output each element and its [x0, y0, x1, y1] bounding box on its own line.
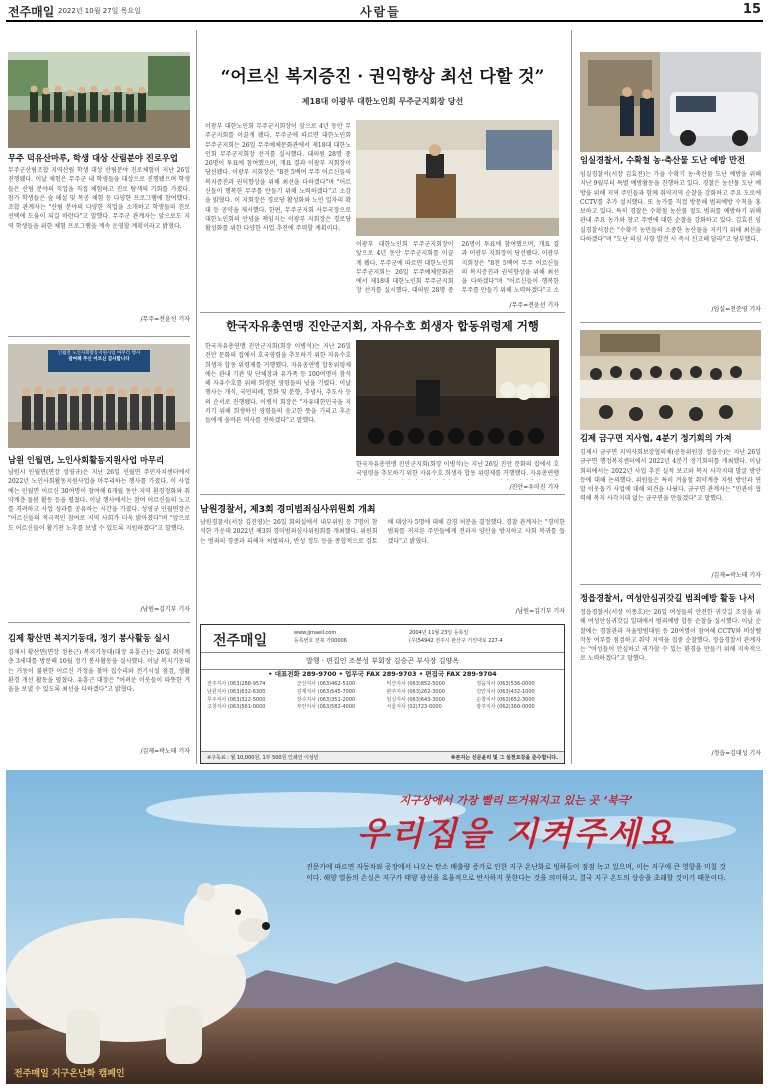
gimje-coop-body: 김제시 금구면 지역사회보장협의체(공동위원장 정읍수)는 지난 26일 금구면 행정복지센터에서 2022년 4분기 정기회의를 개최했다. 이날 회의에서는 2022년 사업 추진 실적 보고와 복지 사각지대 발굴 방안 등에 대해 논의했다. 위원들은 특히 겨울철 취약계층 지원 방안과 연말 이웃돕기 사업에 대해 의견을 나눴다. 금구면 관계자는 "민관이 협력해 복지 사각지대 없는 금구면을 만들겠다"고 말했다.	[580, 449, 761, 503]
feature-body-continued: 이광부 대한노인회 무주군지회장이 앞으로 4년 동안 무주군지회를 이끌게 됐다. 무주군에 따르면 대한노인회 무주군지회는 26일 무주예체문화관에서 제18대 대한노인회 무주군지회장 선거를 실시했다. 대의원 28명 중 26명이 투표에 참여했으며, 개표 결과 이광부 지회장이 당선됐다. 이광부 지회장은 "8천 5백여 무주 어르신들의 복지증진과 권익향상을 위해 최선을 다하겠다"며 "어르신들이 행복한 무주를 만들기 위해 노력하겠다"고 소	[356, 241, 559, 295]
climate-ad	[6, 770, 763, 1084]
colophon-footer-left: ※구독료 : 월 10,000원, 1부 500원 인쇄인 이상민	[207, 755, 319, 761]
gimje-hwangsan-headline: 김제 황산면 복지기동대, 정기 봉사활동 실시	[8, 633, 170, 643]
column-divider	[196, 30, 197, 764]
namwon-banner-line2: 참여해 주신 어르신 감사합니다	[68, 357, 130, 363]
muju-duk-body: 무주군산림조합 지역산림 학생 대상 산림분야 진로체험이 지난 26일 진행됐다. 이날 체험은 무주군 내 학생들을 대상으로 진행됐으며 학생들은 산림 분야의 직업을 직접 체험하고 진로 탐색의 기회를 가졌다. 참가 학생들은 숲 해설 및 목공 체험 등 다양한 프로그램에 참여했다. 조합 관계자는 "산림 분야의 다양한 직업을 소개하고 학생들의 진로 선택에 도움이 되길 바란다"고 말했다. 무주군 관계자는 앞으로도 지역 학생들을 위한 체험 프로그램을 계속 운영할 계획이라고 밝혔다.	[8, 167, 190, 230]
gimje-meeting-photo	[580, 330, 761, 430]
divider	[8, 336, 190, 337]
colophon-address-block	[409, 630, 503, 645]
jinan-body-continued: 한국자유총연맹 진안군지회(회장 이병석)는 지난 26일 진안 문화의 집에서 호국영령을 추모하기 위한 자유수호 희생자 합동 위령제를 거행했다. 자유총연맹	[356, 461, 559, 478]
divider	[200, 312, 565, 313]
namwon-police-body: 남원경찰서(서장 김진영)는 26일 회의실에서 내부위원 등 7명이 참석한 가운데 2022년 제3회 경미범죄심사위원회를 개최했다. 위원회는 범죄의 경중과 피해자 처벌의사, 반성 정도 등을 종합적으로 검토해 대상자 5명에 대해 감경 처분을 결정했다. 경찰 관계자는 "경미한 범죄를 저지른 주민들에게 전과자 양산을 방지하고 사회 복귀를 돕겠다"고 밝혔다.	[200, 519, 565, 545]
jinan-headline: 한국자유총연맹 진안군지회, 자유수호 희생자 합동위령제 거행	[226, 319, 539, 333]
muju-duk-byline: /무주=전윤선 기자	[140, 316, 190, 323]
imsil-body: 임실경찰서(서장 김효진)는 가을 수확기 농·축산물 도난 예방을 위해 지난 9월부터 특별 예방활동을 진행하고 있다. 경찰은 농산물 도난 예방을 위해 지역 주민들과 함께 취약지역 순찰을 강화하고 주요 도로에 CCTV를 추가 설치했다. 또 농가를 직접 방문해 범죄예방 수칙을 홍보하고 있다. 특히 경찰은 수확철 농산물 절도 범죄를 예방하기 위해 관내 주요 농가와 창고 주변에 대한 순찰을 강화하고 있다. 김효진 임실경찰서장은 "수확기 농민들의 소중한 농산물을 지키기 위해 최선을 다하겠다"며 "도난 의심 사항 발견 시 즉시 신고해 달라"고 당부했다.	[580, 171, 761, 244]
gimje-hwangsan-byline: /김제=곽노태 기자	[140, 748, 190, 755]
feature-podium-photo	[356, 120, 559, 236]
colophon-footer	[201, 751, 564, 763]
feature-subheadline: 제18대 이광부 대한노인회 무주군지회장 당선	[301, 97, 464, 106]
divider	[580, 584, 761, 585]
office-entry: 서울지사 (02)723-0000	[386, 704, 442, 711]
gimje-coop-byline: /김제=곽노태 기자	[711, 572, 761, 579]
office-entry: 광주지사 (062)360-0000	[476, 704, 535, 711]
office-entry: 부안지사 (063)582-4000	[296, 704, 356, 711]
column-divider	[571, 30, 572, 764]
office-entry: 정읍지사 (063)536-0000	[476, 681, 535, 687]
office-entry: 순창지사 (063)652-3000	[476, 696, 535, 703]
feature-headline: “어르신 복지증진 · 권익향상 최선 다할 것”	[220, 67, 545, 87]
colophon-staff: 발행 · 편집인 조봉성 부회장 김승곤 부사장 김양옥	[201, 652, 564, 670]
jinan-body-col1: 한국자유총연맹 진안군지회(회장 이병석)는 지난 26일 진안 문화의 집에서 호국영령을 추모하기 위한 자유수호 희생자 합동 위령제를 거행했다. 자유총연맹 합동위령제에는 관내 기관 및 단체장과 유가족 등 100여명이 참석해 자유수호를 위해 희생된 영령들의 넋을 기렸다. 이날 행사는 개식, 국민의례, 헌화 및 분향, 추념사, 추도사 등의 순서로 진행됐다. 이병석 회장은 "자유대한민국을 지키기 위해 희생하신 영령들의 숭고한 뜻을 기리고 후손들에게 올바른 역사를 전하겠다"고 말했다.	[205, 343, 351, 425]
colophon-address: (우)54942 전주시 완산구 기린대로 227-4	[409, 637, 503, 644]
office-entry: 익산지사 (063)852-5000	[386, 681, 445, 687]
ad-tagline: 지구상에서 가장 빨리 뜨거워지고 있는 곳 ‘북극’	[399, 794, 633, 807]
namwon-injeol-body: 남원시 인월면(면장 성영규)은 지난 26일 인월면 주민자치센터에서 2022년 노인사회활동지원사업을 마무리하는 행사를 가졌다. 이 사업에는 인월면 어르신 30여명이 참여해 6개월 동안 지역 환경정화와 취약계층 돌봄 활동 등을 펼쳤다. 이날 행사에서는 참여 어르신들의 노고를 격려하고 사업 성과를 공유하는 시간을 가졌다. 성영규 인월면장은 "어르신들의 적극적인 참여로 지역 사회가 더욱 밝아졌다"며 "앞으로도 어르신들이 활기찬 노후를 보낼 수 있도록 지원하겠다"고 말했다.	[8, 469, 190, 532]
colophon-logo: 전주매일	[213, 633, 268, 649]
colophon-url[interactable]: www.jjmaeil.com	[294, 630, 337, 636]
office-entry: 고창지사 (063)561-0000	[207, 704, 266, 711]
office-entry: 무주지사 (063)322-5000	[207, 696, 266, 703]
divider	[8, 622, 190, 623]
ad-headline: 우리집을 지켜주세요	[356, 814, 676, 853]
masthead-rule	[6, 20, 763, 22]
namwon-group-photo	[8, 344, 190, 448]
office-entry: 진안지사 (063)432-1000	[476, 688, 535, 695]
namwon-banner-line1: 인월면 노인사회활동지원사업 마무리 행사	[57, 351, 141, 356]
namwon-injeol-headline: 남원 인월면, 노인사회활동지원사업 마무리	[8, 455, 165, 465]
imsil-headline: 임실경찰서, 수확철 농·축산물 도난 예방 만전	[580, 155, 746, 165]
jeongeup-headline: 정읍경찰서, 여성안심귀갓길 범죄예방 활동 나서	[580, 593, 756, 603]
divider	[580, 322, 761, 323]
divider	[200, 494, 565, 495]
colophon-offices	[207, 681, 560, 712]
colophon-date-line: 2004년 11월 23일 등록일	[409, 630, 469, 636]
colophon-footer-right: ※본지는 신문윤리 및 그 실천요강을 준수합니다.	[450, 755, 558, 761]
masthead-paper-name: 전주매일	[8, 5, 55, 19]
masthead-page-number: 15	[742, 2, 761, 17]
gimje-coop-headline: 김제 금구면 지사협, 4분기 정기회의 가져	[580, 433, 732, 443]
namwon-police-headline: 남원경찰서, 제3회 경미범죄심사위원회 개최	[200, 505, 376, 515]
office-entry: 전주지사 (063)288-9574	[207, 681, 266, 687]
feature-body-col2	[356, 240, 559, 296]
colophon-phone: • 대표전화 289-9700 • 업무국 FAX 289-9703 • 편집국 FAX 289-9704	[268, 670, 497, 678]
office-entry: 남원지사 (063)632-6300	[207, 688, 266, 695]
gimje-hwangsan-body: 김제시 황산면(면장 정용근) 복지기동대(대장 유흥근)는 26일 취약계층 3세대를 방문해 10월 정기 봉사활동을 실시했다. 이날 복지기동대는 거동이 불편한 어르신 가정을 찾아 집수리와 전기시설 점검, 생활 환경 개선 활동을 펼쳤다. 유흥근 대장은 "어려운 이웃들이 따뜻한 겨울을 보낼 수 있도록 최선을 다하겠다"고 밝혔다.	[8, 649, 190, 694]
namwon-police-byline: /남원=김기부 기자	[515, 608, 565, 615]
office-entry: 군산지사 (063)462-5100	[296, 681, 356, 687]
office-entry: 완주지사 (063)262-3000	[386, 688, 445, 695]
jinan-body-col2	[356, 460, 559, 480]
imsil-police-photo	[580, 52, 761, 152]
imsil-byline: /임실=천준영 기자	[711, 306, 761, 313]
colophon-url-block	[294, 630, 347, 645]
namwon-banner-text	[48, 351, 150, 364]
masthead-section: 사람들	[360, 5, 401, 19]
jeongeup-body: 정읍경찰서(서장 이종호)는 26일 여성들의 안전한 귀갓길 조성을 위해 여성안심귀갓길 일대에서 범죄예방 합동 순찰을 실시했다. 이날 순찰에는 경찰관과 자율방범대원 등 20여명이 참여해 CCTV와 비상벨 작동 여부를 점검하고 취약 지역을 집중 순찰했다. 정읍경찰서 관계자는 "여성들이 안심하고 귀가할 수 있는 환경을 만들기 위해 지속적으로 노력하겠다"고 말했다.	[580, 609, 761, 663]
office-entry: 김제지사 (063)545-7000	[296, 688, 356, 695]
jinan-byline: /진안=우미진 기자	[509, 484, 559, 491]
masthead-date: 2022년 10월 27일 목요일	[58, 7, 141, 15]
office-entry: 임실지사 (063)643-3000	[386, 696, 445, 703]
office-entry: 장수지사 (063)351-2000	[296, 696, 356, 703]
ad-footer: 전주매일 지구온난화 캠페인	[14, 1069, 125, 1079]
feature-byline: /무주=전윤선 기자	[509, 302, 559, 309]
ad-body: 전문가에 따르면 자동차와 공장에서 나오는 탄소 배출량 증가로 인한 지구 온난화로 빙하들이 점점 녹고 있으며, 이는 지구에 큰 영향을 미칠 것이다. 해양 열돔의 손실은 지구가 태양 광선을 효율적으로 반사하지 못한다는 것을 의미하고, 결국 지구 온도의 상승을 초래할 것이기 때문이다.	[306, 863, 726, 882]
colophon-box	[200, 624, 565, 764]
colophon-registration: 등록번호 전북 가00006	[294, 637, 347, 644]
muju-students-photo	[8, 52, 190, 148]
feature-body-col1: 이광부 대한노인회 무주군지회장이 앞으로 4년 동안 무주군지회를 이끌게 됐다. 무주군에 따르면 대한노인회 무주군지회는 26일 무주예체문화관에서 제18대 대한노인회 무주군지회장 선거를 실시했다. 대의원 28명 중 26명이 투표에 참여했으며, 개표 결과 이광부 지회장이 당선됐다. 이광부 지회장은 "8천 5백여 무주 어르신들의 복지증진과 권익향상을 위해 최선을 다하겠다"며 "어르신들이 행복한 무주를 만들기 위해 노력하겠다"고 소감을 밝혔다. 이 지회장은 경로당 활성화와 노인 일자리 확대 등 공약을 제시했다. 한편, 무주군지회 사무국장으로 대한노인회의 안녕을 책임지는 이광부 지회장은 경로당 활성화를 위한 다양한 사업 추진에 주력할 계획이다.	[205, 123, 351, 233]
jeongeup-byline: /정읍=김대성 기자	[711, 750, 761, 757]
jinan-memorial-photo	[356, 340, 559, 456]
muju-duk-headline: 무주 덕유산마루, 학생 대상 산림분야 진로우업	[8, 153, 178, 163]
namwon-injeol-byline: /남원=김기부 기자	[140, 606, 190, 613]
